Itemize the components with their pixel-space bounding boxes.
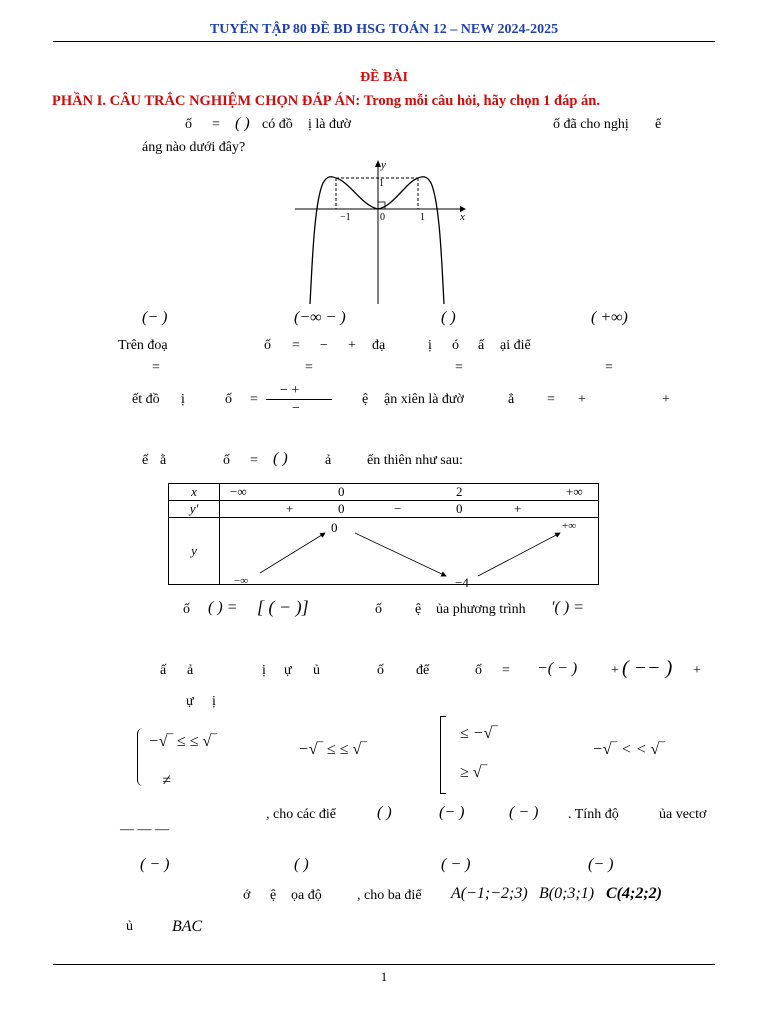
q3-frag: = <box>547 392 555 407</box>
q4-frag: ến thiên như sau: <box>367 453 463 468</box>
q5-option-c: ≥ √‾ <box>460 764 487 781</box>
x-val: 2 <box>456 484 463 499</box>
x-val: −∞ <box>230 484 247 499</box>
q6-option-a: ( − ) <box>140 856 170 873</box>
q2-frag: ó <box>452 338 459 353</box>
q4-frag: ố <box>375 602 382 617</box>
q3-frag: ết đồ <box>132 392 160 407</box>
q5-frag: ự <box>284 663 292 678</box>
q5-frag: ố <box>475 663 482 678</box>
x-val: +∞ <box>566 484 583 499</box>
q1-frag: ( ) <box>235 115 250 132</box>
q7-frag: ớ <box>243 888 251 903</box>
q2-frag: + <box>348 338 356 353</box>
q3-frag: ố <box>225 392 232 407</box>
q5-option-c: ≤ −√‾ <box>460 725 498 742</box>
q1-frag: = <box>212 117 220 132</box>
page-number: 1 <box>380 969 388 984</box>
q2-option-b: = <box>305 360 313 375</box>
q2-frag: đạ <box>372 338 386 353</box>
tick-y: 1 <box>379 178 384 189</box>
q2-frag: Trên đoạ <box>118 338 168 353</box>
q5-option-d: −√‾ < < √‾ <box>592 741 665 758</box>
header-rule <box>53 41 715 42</box>
q3-frag: ẳ <box>508 392 515 407</box>
q5-option-a: ≠ <box>162 772 171 789</box>
q6-option-d: (− ) <box>588 856 614 873</box>
x-val: 0 <box>338 484 345 499</box>
q2-frag: = <box>292 338 300 353</box>
q4-frag: ( ) = <box>208 599 238 616</box>
q4-frag: ế <box>142 453 149 468</box>
q5-frag: ấ <box>160 663 167 678</box>
q2-frag: ị <box>428 338 432 353</box>
variation-arrows <box>220 518 600 590</box>
x-label: x <box>460 211 465 223</box>
q7-frag: , cho ba điể <box>357 888 422 903</box>
q7-point-b: B(0;3;1) <box>539 885 595 902</box>
y-val: −4 <box>455 575 469 590</box>
sign: 0 <box>456 501 463 516</box>
q5-frag: ( −− ) <box>622 657 673 679</box>
q3-frag: ận xiên là đườ <box>384 392 464 407</box>
q3-frag: + <box>662 392 670 407</box>
y-val: +∞ <box>562 520 577 532</box>
q1-frag: ị là đườ <box>308 117 351 132</box>
tick-x-pos: 1 <box>420 212 425 223</box>
sign: 0 <box>338 501 345 516</box>
q6-point-a: ( ) <box>377 804 392 821</box>
q3-frag: ệ <box>362 392 369 407</box>
y-variation-cell <box>220 518 599 590</box>
q5-frag: + <box>611 663 619 678</box>
q2-option-c: = <box>455 360 463 375</box>
q6-point-c: ( − ) <box>509 804 539 821</box>
q6-option-c: ( − ) <box>441 856 471 873</box>
q3-frag: + <box>578 392 586 407</box>
q7-frag: ọa độ <box>291 888 322 903</box>
q6-frag: ủa vectơ <box>659 807 707 822</box>
q6-option-b: ( ) <box>294 856 309 873</box>
q1-option-d: ( +∞) <box>591 309 628 326</box>
part-heading: PHẦN I. CÂU TRẮC NGHIỆM CHỌN ĐÁP ÁN: Trong mỗi câu hỏi, hãy chọn 1 đáp án. <box>52 93 600 109</box>
q4-frag: ằ <box>160 453 167 468</box>
q3-frag: = <box>250 392 258 407</box>
q5-frag: + <box>693 663 701 678</box>
q3-frac-num: − + <box>280 383 300 398</box>
sign: + <box>514 501 522 516</box>
page-header: TUYỂN TẬP 80 ĐỀ BD HSG TOÁN 12 – NEW 2024-2025 <box>209 22 559 37</box>
q5-frag: = <box>502 663 510 678</box>
q3-frag: ị <box>181 392 185 407</box>
sign: − <box>394 501 402 516</box>
row-label-x: x <box>169 484 220 501</box>
q6-frag: . Tính độ <box>568 807 619 822</box>
q4-frag: ′( ) = <box>551 599 584 616</box>
q4-frag: [ ( − )] <box>257 597 309 617</box>
q7-point-c: C(4;2;2) <box>606 885 662 902</box>
q1-option-c: ( ) <box>441 309 456 326</box>
x-values-cell <box>220 484 599 501</box>
q3-frac-bar <box>266 399 332 400</box>
q1-frag: ố đã cho nghị <box>553 117 629 132</box>
q6-point-b: (− ) <box>439 804 465 821</box>
q4-frag: ( ) <box>273 450 288 467</box>
row-label-y: y <box>169 518 220 585</box>
q1-frag: có đồ <box>262 117 293 132</box>
q1-frag: ố <box>185 117 192 132</box>
arrow-up-2 <box>478 533 560 576</box>
q6-vector-bars: — — — <box>120 822 169 837</box>
sign-cell <box>220 501 599 518</box>
row-label-yprime: y′ <box>169 501 220 518</box>
q4-frag: ả <box>325 453 332 468</box>
q1-option-b: (−∞ − ) <box>294 309 346 326</box>
y-val: −∞ <box>234 575 249 587</box>
variation-table <box>168 483 599 590</box>
graph-svg <box>290 158 472 304</box>
q5-brace <box>137 728 144 786</box>
q1-frag: áng nào dưới đây? <box>142 140 246 155</box>
tick-x-neg: −1 <box>340 212 351 223</box>
function-graph <box>290 158 472 304</box>
arrow-up-1 <box>260 533 325 573</box>
q5-frag: −( − ) <box>537 660 578 677</box>
q2-frag: ại điể <box>500 338 531 353</box>
q2-option-d: = <box>605 360 613 375</box>
footer-rule <box>53 964 715 965</box>
q2-option-a: = <box>152 360 160 375</box>
q4-frag: ố <box>183 602 190 617</box>
q5-option-a: −√‾ ≤ ≤ √‾ <box>148 733 217 750</box>
q5-frag: ả <box>187 663 194 678</box>
origin-label: 0 <box>380 212 385 223</box>
curve <box>310 177 444 304</box>
q2-frag: ấ <box>478 338 485 353</box>
q4-frag: ủa phương trình <box>436 602 526 617</box>
q5-frag: ố <box>377 663 384 678</box>
y-label: y <box>381 159 386 171</box>
q7-frag: ệ <box>270 888 277 903</box>
q2-frag: − <box>320 338 328 353</box>
q7-angle: BAC <box>172 918 203 935</box>
q5-frag: ị <box>262 663 266 678</box>
q1-option-a: (− ) <box>142 309 168 326</box>
q6-frag: , cho các điể <box>266 807 336 822</box>
y-val: 0 <box>331 520 338 535</box>
sign: + <box>286 501 294 516</box>
q5-frag: để <box>416 663 430 678</box>
q3-frac-den: − <box>292 401 300 416</box>
q5-bracket <box>440 716 446 794</box>
q2-frag: ố <box>264 338 271 353</box>
q4-frag: ố <box>223 453 230 468</box>
arrow-down <box>355 533 446 576</box>
q5-frag: ủ <box>313 663 320 678</box>
q4-frag: = <box>250 453 258 468</box>
q4-frag: ệ <box>415 602 422 617</box>
q1-frag: ế <box>655 117 662 132</box>
q5-option-b: −√‾ ≤ ≤ √‾ <box>298 741 367 758</box>
q7-frag: ủ <box>126 919 133 934</box>
q5-frag: ự <box>186 694 194 709</box>
q5-frag: ị <box>212 694 216 709</box>
q7-point-a: A(−1;−2;3) <box>451 885 528 902</box>
section-title: ĐỀ BÀI <box>360 70 408 85</box>
